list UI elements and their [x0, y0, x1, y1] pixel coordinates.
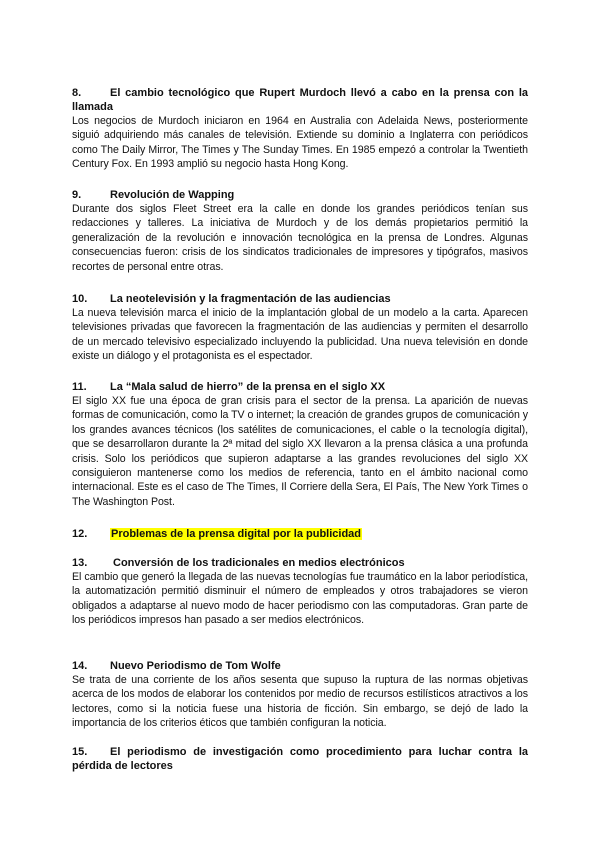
section-heading: [72, 380, 528, 394]
section-heading: [72, 86, 528, 114]
section-title: Revolución de Wapping: [110, 189, 235, 201]
section-title: El periodismo de investigación como procedimiento para luchar contra la pérdida de lectores: [72, 746, 528, 772]
section-heading: [72, 527, 528, 541]
section-heading: [72, 745, 528, 773]
section-9: [72, 188, 528, 274]
section-15: [72, 745, 528, 773]
section-body: El siglo XX fue una época de gran crisis para el sector de la prensa. La aparición de nuevas formas de comunicación, como la TV o internet; la creación de grandes grupos de comunicación y los grandes avances técnicos (los satélites de comunicaciones, el cable o la tecnología digital), que se desarrollaron durante la 2ª mitad del siglo XX llevaron a la prensa clásica a una profunda crisis. Solo los periódicos que supieron adaptarse a las grandes revoluciones del siglo XX consiguieron mantenerse como los medios de referencia, tanto en el ámbito nacional como internacional. Este es el caso de The Times, Il Corriere della Sera, El País, The New York Times o The Washington Post.: [72, 395, 528, 508]
section-heading: [72, 188, 528, 202]
highlighted-section-title: Problemas de la prensa digital por la publicidad: [111, 528, 362, 540]
section-heading: [72, 659, 528, 673]
section-number: 12.: [72, 528, 88, 540]
section-11: [72, 380, 528, 509]
section-number: 15.: [72, 746, 88, 758]
section-heading: [72, 556, 528, 570]
section-10: [72, 292, 528, 364]
section-number: 14.: [72, 660, 88, 672]
section-body: El cambio que generó la llegada de las nuevas tecnologías fue traumático en la labor periodística, la automatización permitió disminuir el número de empleados y otros trabajadores se vieron obligados a adaptarse al nuevo modo de hacer periodismo con las computadoras. Gran parte de los periódicos impresos han pasado a ser medios electrónicos.: [72, 571, 528, 627]
section-body: Se trata de una corriente de los años sesenta que supuso la ruptura de las normas objetivas acerca de los modos de elaborar los contenidos por medio de recursos estilísticos atractivos a los lectores, como si la noticia fuese una historia de ficción. Sin embargo, se dejó de lado la importancia de los criterios éticos que también configuran la noticia.: [72, 674, 528, 730]
section-title: La “Mala salud de hierro” de la prensa en el siglo XX: [110, 381, 386, 393]
section-body: Durante dos siglos Fleet Street era la calle en donde los grandes periódicos tenían sus redacciones y talleres. La iniciativa de Murdoch y de los demás propietarios permitió la generalización de la revolución e innovación tecnológica en la prensa de Londres. Algunas consecuencias fueron: crisis de los sindicatos tradicionales de impresores y tipógrafos, masivos recortes de personal entre otras.: [72, 203, 528, 273]
section-14: [72, 659, 528, 731]
section-number: 11.: [72, 381, 87, 393]
section-body: Los negocios de Murdoch iniciaron en 1964 en Australia con Adelaida News, posteriormente siguió adquiriendo más canales de televisión. Extiende su dominio a Inglaterra con periódicos como The Daily Mirror, The Times y The Sunday Times. En 1985 empezó a controlar la Twentieth Century Fox. En 1993 amplió su negocio hasta Hong Kong.: [72, 115, 528, 171]
section-number: 9.: [72, 189, 82, 201]
section-body: La nueva televisión marca el inicio de la implantación global de un modelo a la carta. Aparecen televisiones privadas que favorecen la fragmentación de las audiencias y permiten el desarrollo de un mercado televisivo especializado incluyendo la publicidad. Una nueva televisión en donde existe un diálogo y el protagonista es el espectador.: [72, 307, 528, 363]
section-heading: [72, 292, 528, 306]
section-title: La neotelevisión y la fragmentación de las audiencias: [110, 293, 391, 305]
section-title: El cambio tecnológico que Rupert Murdoch llevó a cabo en la prensa con la llamada: [72, 87, 528, 113]
section-12: [72, 527, 528, 541]
section-title: Conversión de los tradicionales en medios electrónicos: [113, 557, 405, 569]
section-number: 10.: [72, 293, 88, 305]
section-number: 13.: [72, 557, 88, 569]
section-8: [72, 86, 528, 172]
section-title: Nuevo Periodismo de Tom Wolfe: [110, 660, 281, 672]
section-number: 8.: [72, 87, 82, 99]
section-13: [72, 556, 528, 628]
